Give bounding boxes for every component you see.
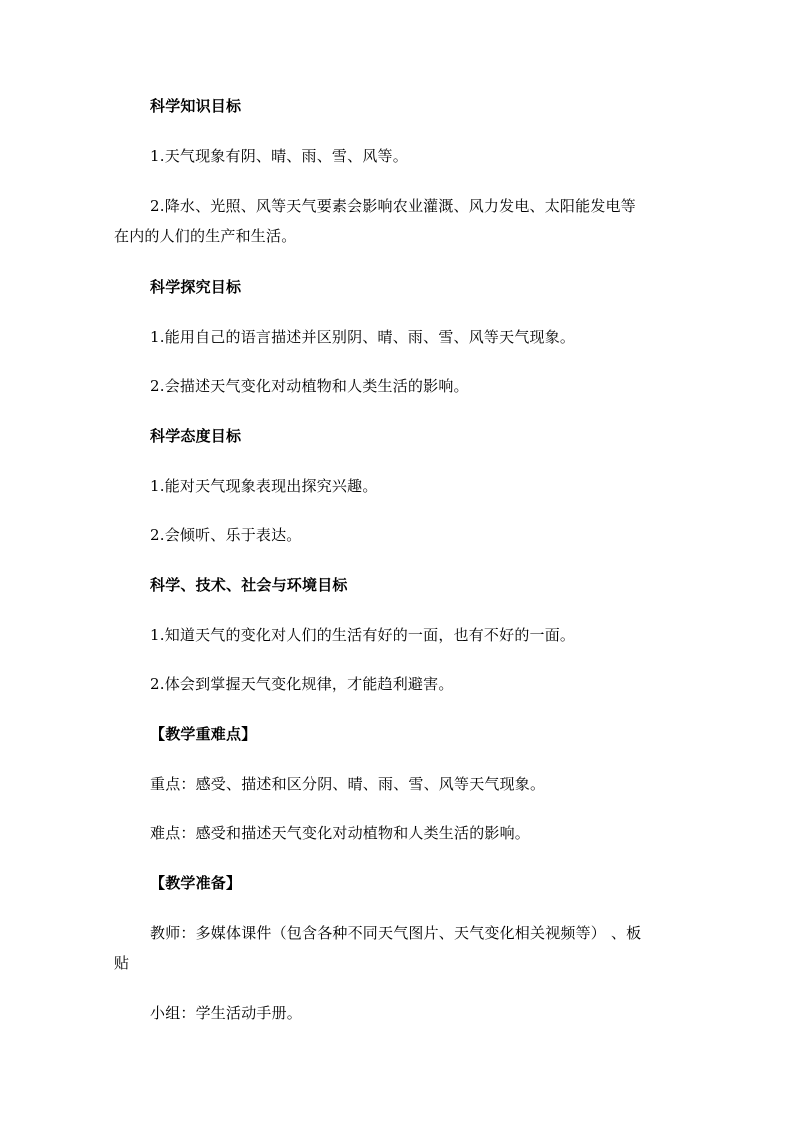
stse-item-1: 1.知道天气的变化对人们的生活有好的一面，也有不好的一面。 (150, 626, 576, 644)
inquiry-item-1: 1.能用自己的语言描述并区别阴、晴、雨、雪、风等天气现象。 (150, 328, 576, 346)
section-heading-inquiry: 科学探究目标 (150, 278, 242, 296)
knowledge-item-2-line-2: 在内的人们的生产和生活。 (114, 227, 297, 245)
attitude-item-2: 2.会倾听、乐于表达。 (150, 526, 302, 544)
section-heading-knowledge: 科学知识目标 (150, 97, 242, 115)
section-heading-stse: 科学、技术、社会与环境目标 (150, 576, 348, 594)
knowledge-item-1: 1.天气现象有阴、晴、雨、雪、风等。 (150, 147, 408, 165)
attitude-item-1: 1.能对天气现象表现出探究兴趣。 (150, 477, 378, 495)
preparation-group: 小组：学生活动手册。 (150, 1004, 303, 1022)
preparation-teacher-line-2: 贴 (114, 954, 130, 972)
section-heading-keypoints: 【教学重难点】 (150, 725, 257, 743)
keypoint-difficult: 难点：感受和描述天气变化对动植物和人类生活的影响。 (150, 824, 531, 842)
keypoint-key: 重点：感受、描述和区分阴、晴、雨、雪、风等天气现象。 (150, 775, 546, 793)
section-heading-preparation: 【教学准备】 (150, 874, 242, 892)
section-heading-attitude: 科学态度目标 (150, 427, 242, 445)
stse-item-2: 2.体会到掌握天气变化规律，才能趋利避害。 (150, 675, 454, 693)
preparation-teacher-line-1: 教师：多媒体课件（包含各种不同天气图片、天气变化相关视频等） 、板 (150, 924, 642, 942)
inquiry-item-2: 2.会描述天气变化对动植物和人类生活的影响。 (150, 377, 469, 395)
knowledge-item-2-line-1: 2.降水、光照、风等天气要素会影响农业灌溉、风力发电、太阳能发电等 (150, 197, 636, 215)
